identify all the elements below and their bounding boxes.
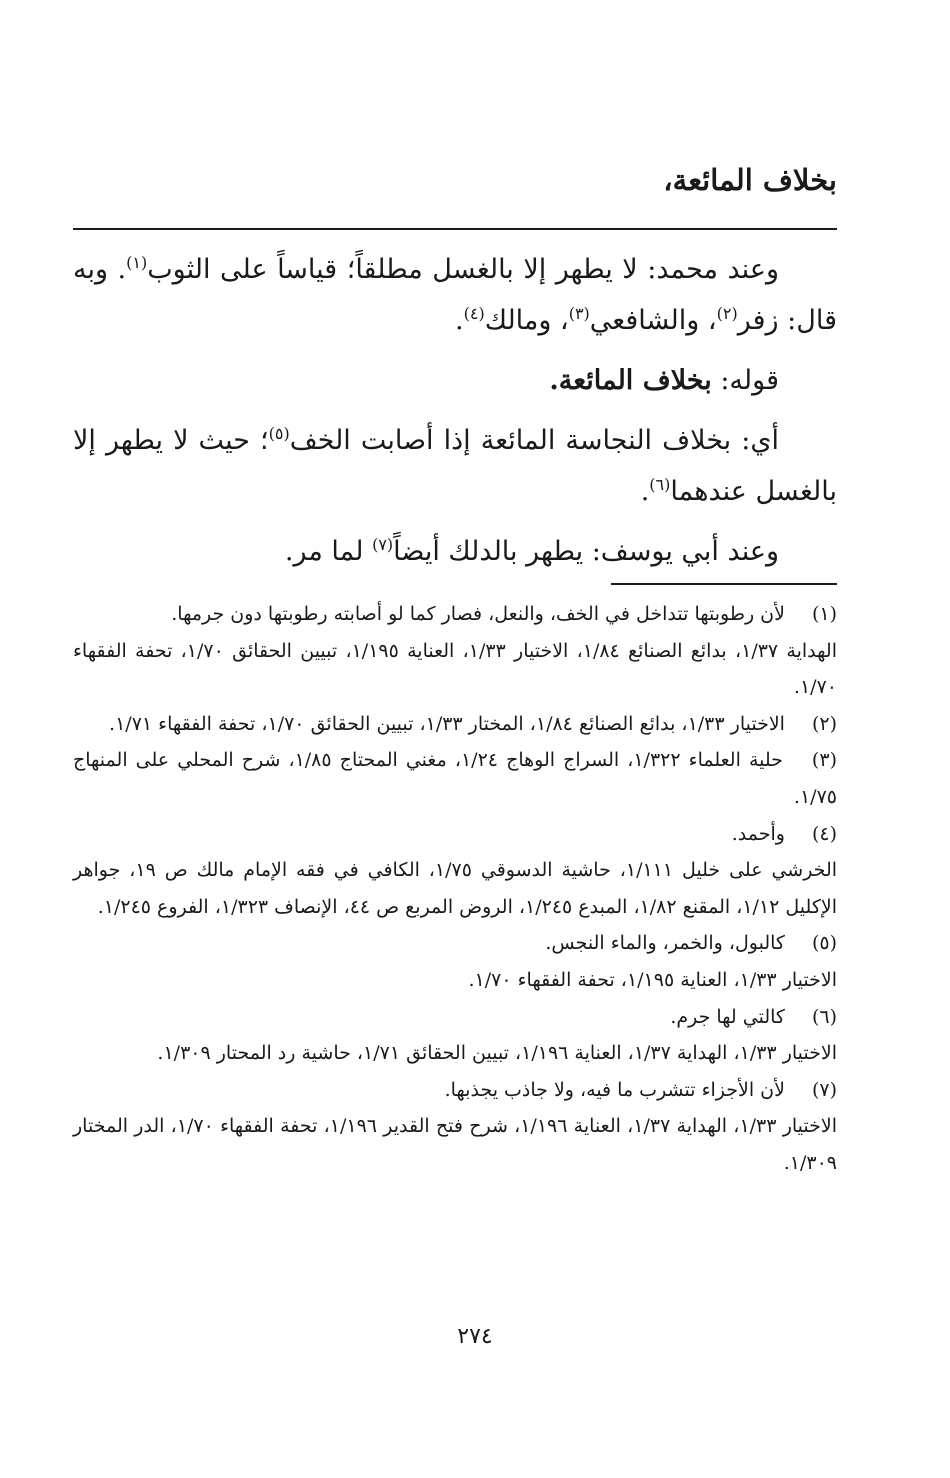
paragraph-2-quoted: بخلاف المائعة. (549, 365, 712, 396)
footnote-6-note-line (73, 999, 837, 1036)
section-heading: بخلاف المائعة، (663, 163, 837, 197)
main-text (73, 244, 837, 586)
footnote-5 (73, 925, 837, 998)
paragraph-1-text-e: . (455, 305, 464, 336)
footnote-3-note: حلية العلماء ١/٣٢٢، السراج الوهاج ١/٢٤، مغني المحتاج ١/٨٥، شرح المحلي على المنهاج ١/٧٥. (73, 749, 837, 808)
footnote-7-note: لأن الأجزاء تتشرب ما فيه، ولا جاذب يجذبها. (444, 1078, 785, 1101)
footnote-2-note-line (73, 706, 837, 743)
footnote-7-number: (٧) (811, 1078, 837, 1101)
paragraph-2-label: قوله: (711, 365, 779, 396)
footnote-7 (73, 1072, 837, 1182)
footnote-3-note-line (73, 742, 837, 815)
footnotes (73, 596, 837, 1182)
footnote-6 (73, 999, 837, 1072)
paragraph-3-text-c: . (640, 476, 650, 507)
footnote-5-refs: الاختيار ١/٣٣، العناية ١/١٩٥، تحفة الفقهاء ١/٧٠. (468, 968, 837, 991)
footnote-1-note-line (73, 596, 837, 633)
footnote-6-note: كالتي لها جرم. (670, 1005, 785, 1028)
footnote-6-number: (٦) (811, 1005, 837, 1028)
footnote-4-note-line (73, 816, 837, 853)
header-divider (73, 228, 837, 230)
footnote-6-refs: الاختيار ١/٣٣، الهداية ١/٣٧، العناية ١/١٩٦، تبيين الحقائق ١/٧١، حاشية رد المحتار ١/٣٠٩. (157, 1042, 837, 1065)
footnote-4-note: وأحمد. (731, 822, 785, 845)
footnote-4 (73, 816, 837, 926)
footnote-ref-1: (١) (126, 253, 148, 272)
footnote-7-refs: الاختيار ١/٣٣، الهداية ١/٣٧، العناية ١/١٩٦، شرح فتح القدير ١/١٩٦، تحفة الفقهاء ١/٧٠، الدر المختار ١/٣٠٩. (73, 1115, 837, 1174)
footnote-1-refs: الهداية ١/٣٧، بدائع الصنائع ١/٨٤، الاختيار ١/٣٣، العناية ١/١٩٥، تبيين الحقائق ١/٧٠، تحفة الفقهاء ١/٧٠. (73, 639, 837, 699)
paragraph-3 (73, 415, 837, 517)
footnote-5-number: (٥) (811, 932, 837, 955)
paragraph-3-text-a: أي: بخلاف النجاسة المائعة إذا أصابت الخف (289, 425, 779, 456)
paragraph-2 (73, 355, 837, 406)
footnote-1-note: لأن رطوبتها تتداخل في الخف، والنعل، فصار كما لو أصابته رطوبتها دون جرمها. (171, 603, 785, 625)
paragraph-4-text-b: لما مر. (284, 536, 373, 567)
footnote-ref-6: (٦) (649, 475, 671, 494)
footnote-ref-2: (٢) (716, 304, 738, 323)
footnote-divider (611, 583, 837, 585)
footnote-ref-7: (٧) (372, 535, 394, 554)
footnote-4-number: (٤) (811, 822, 837, 845)
footnote-1-number: (١) (811, 603, 837, 625)
paragraph-3-text-b: ؛ حيث لا يطهر إلا بالغسل عندهما (73, 425, 837, 507)
footnote-2-number: (٢) (811, 712, 837, 735)
paragraph-1-text-a: وعند محمد: لا يطهر إلا بالغسل مطلقاً؛ قياساً على الثوب (147, 254, 779, 285)
footnote-3-number: (٣) (811, 749, 837, 772)
footnote-2 (73, 706, 837, 743)
paragraph-4 (73, 526, 837, 577)
footnote-5-note: كالبول، والخمر، والماء النجس. (545, 932, 785, 955)
paragraph-4-text-a: وعند أبي يوسف: يطهر بالدلك أيضاً (393, 536, 779, 567)
page-number: ٢٧٤ (457, 1324, 493, 1349)
footnote-4-refs: الخرشي على خليل ١/١١١، حاشية الدسوقي ١/٧٥، الكافي في فقه الإمام مالك ص ١٩، جواهر الإكليل ١/١٢، المقنع ١/٨٢، المبدع ١/٢٤٥، الروض المربع ص ٤٤، الإنصاف ١/٣٢٣، الفروع ١/٢٤٥. (73, 859, 838, 918)
footnote-1 (73, 596, 837, 706)
paragraph-1-text-b: . وبه قال: زفر (73, 254, 837, 336)
footnote-2-note: الاختيار ١/٣٣، بدائع الصنائع ١/٨٤، المختار ١/٣٣، تبيين الحقائق ١/٧٠، تحفة الفقهاء ١/٧١. (109, 712, 785, 735)
footnote-ref-5: (٥) (268, 424, 290, 443)
paragraph-1-text-d: ، ومالك (484, 305, 569, 336)
footnote-ref-4: (٤) (463, 304, 485, 323)
footnote-3 (73, 742, 837, 815)
footnote-5-note-line (73, 925, 837, 962)
footnote-ref-3: (٣) (568, 304, 590, 323)
paragraph-1 (73, 244, 837, 346)
paragraph-1-text-c: ، والشافعي (589, 305, 717, 336)
footnote-7-note-line (73, 1072, 837, 1109)
